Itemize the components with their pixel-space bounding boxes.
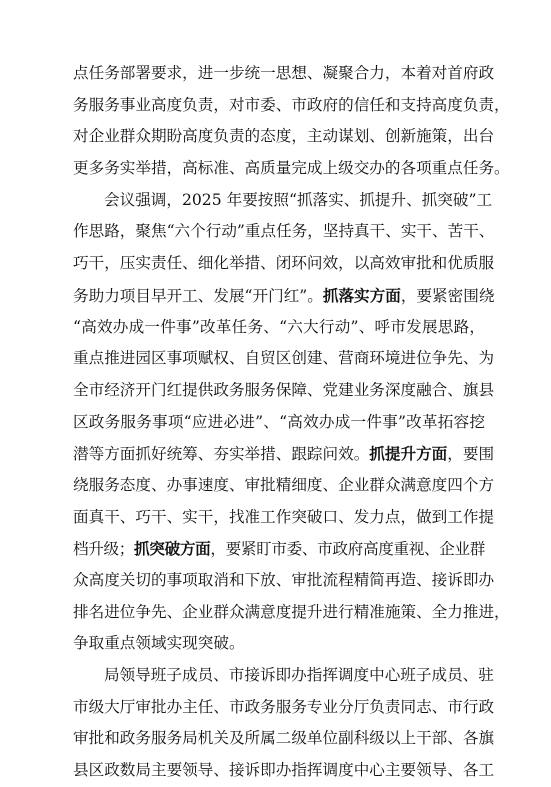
text-line: 争取重点领域实现突破。 xyxy=(73,634,245,653)
text-segment: ，要紧密围绕 xyxy=(400,286,495,305)
text-segment: 务助力项目早开工、发展“开门红”。 xyxy=(73,286,323,305)
text-line: 排名进位争先、企业群众满意度提升进行精准施策、全力推进， xyxy=(73,602,510,621)
text-line: 区政务服务事项“应进必进”、“高效办成一件事”改革拓容挖 xyxy=(73,412,485,431)
text-line: 更多务实举措，高标准、高质量完成上级交办的各项重点任务。 xyxy=(73,159,510,178)
document-body xyxy=(73,58,510,787)
paragraph-2 xyxy=(73,185,510,660)
bold-heading: 抓落实方面 xyxy=(322,285,401,305)
text-line xyxy=(73,533,485,565)
text-line: 面真干、巧干、实干，找准工作突破口、发力点，做到工作提 xyxy=(73,507,495,526)
text-line: 对企业群众期盼高度负责的态度，主动谋划、创新施策，出台 xyxy=(73,127,495,146)
paragraph-1 xyxy=(73,58,510,185)
paragraph-3 xyxy=(73,660,495,787)
text-line: 点任务部署要求，进一步统一思想、凝聚合力，本着对首府政 xyxy=(73,64,495,82)
bold-heading: 抓突破方面 xyxy=(133,539,211,559)
text-line: 局领导班子成员、市接诉即办指挥调度中心班子成员、驻 xyxy=(104,666,494,685)
text-line: 绕服务态度、办事速度、审批精细度、企业群众满意度四个方 xyxy=(73,475,495,494)
text-line: 全市经济开门红提供政务服务保障、党建业务深度融合、旗县 xyxy=(73,380,495,399)
text-line: 巧干，压实责任、细化举措、闭环问效，以高效审批和优质服 xyxy=(73,254,495,273)
text-segment: 档升级； xyxy=(73,540,134,559)
text-line: 会议强调，2025 年要按照“抓落实、抓提升、抓突破”工 xyxy=(104,190,493,209)
text-line: 务服务事业高度负责，对市委、市政府的信任和支持高度负责， xyxy=(73,95,510,114)
bold-heading: 抓提升方面 xyxy=(369,444,448,464)
text-line: 市级大厅审批办主任、市政务服务专业分厅负责同志、市行政 xyxy=(73,697,495,716)
text-line: 县区政数局主要领导、接诉即办指挥调度中心主要领导、各工 xyxy=(73,761,495,780)
text-segment: 潜等方面抓好统筹、夯实举措、跟踪问效。 xyxy=(73,445,370,464)
text-line: 审批和政务服务局机关及所属二级单位副科级以上干部、各旗 xyxy=(73,729,495,748)
text-line: 众高度关切的事项取消和下放、审批流程精简再造、接诉即办 xyxy=(73,571,495,589)
text-line: 重点推进园区事项赋权、自贸区创建、营商环境进位争先、为 xyxy=(73,349,495,368)
text-line xyxy=(73,438,495,470)
text-line: “高效办成一件事”改革任务、“六大行动”、呼市发展思路， xyxy=(73,317,485,336)
text-segment: ，要围 xyxy=(447,445,495,464)
text-segment: ，要紧盯市委、市政府高度重视、企业群 xyxy=(210,540,485,559)
text-line xyxy=(73,280,495,312)
text-line: 作思路，聚焦“六个行动”重点任务，坚持真干、实干、苦干、 xyxy=(73,222,495,241)
